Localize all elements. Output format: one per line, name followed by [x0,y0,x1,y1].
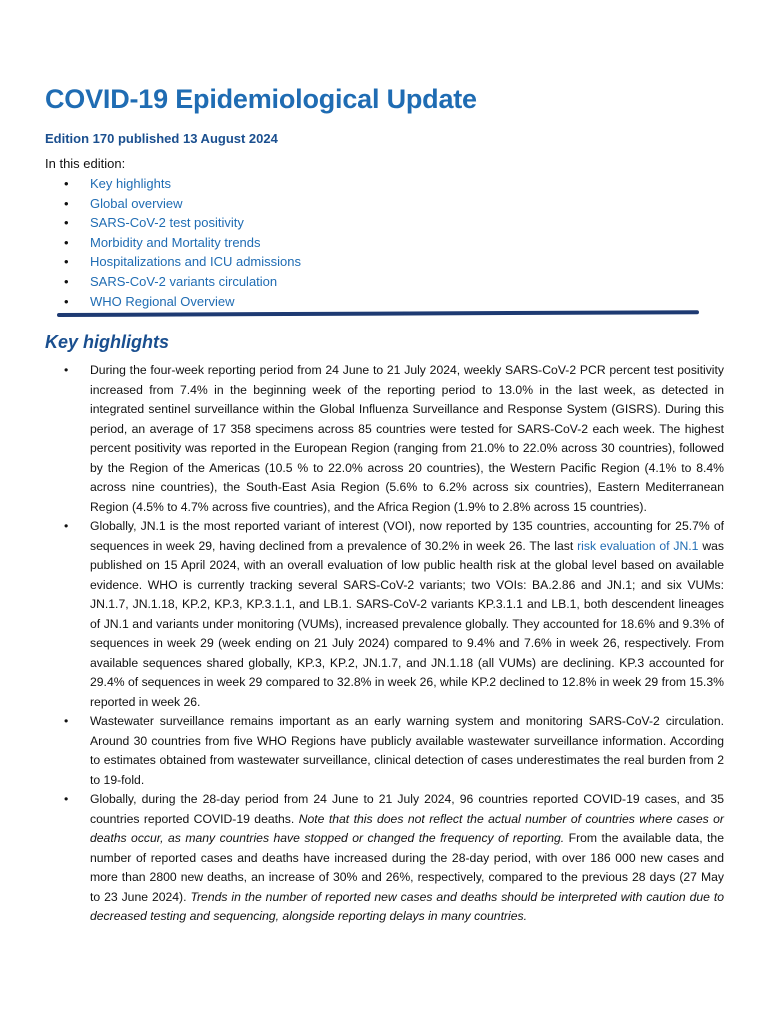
toc-link-variants-circulation[interactable]: • SARS-CoV-2 variants circulation [62,272,301,292]
toc-link-key-highlights[interactable]: • Key highlights [62,174,301,194]
toc-link-regional-overview[interactable]: • WHO Regional Overview [62,292,301,312]
highlight-cases-deaths [62,790,724,927]
highlight-text: was published on 15 April 2024, with an overall evaluation of low public health risk at the global level based on available evidence. WHO is currently tracking several SARS-CoV-2 variants; two VOIs: BA.2.86 and JN.1; and six VUMs: JN.1.7, JN.1.18, KP.2, KP.3, KP.3.1.1, and LB.1. SARS-CoV-2 variants KP.3.1.1 and LB.1, both descendent lineages of JN.1 and variants under monitoring (VUMs), increased prevalence globally. They accounted for 18.6% and 9.3% of sequences in week 29 (week ending on 21 July 2024) compared to 9.4% and 7.6% in week 26, respectively. From available sequences shared globally, KP.3, KP.2, JN.1.7, and JN.1.18 (all VUMs) are declining. KP.3 accounted for 29.4% of sequences in week 29 compared to 32.8% in week 26, while KP.2 declined to 12.8% in week 29 from 15.3% reported in week 26. [90,538,724,709]
risk-evaluation-link[interactable]: risk evaluation of JN.1 [577,538,699,553]
highlight-text: During the four-week reporting period from 24 June to 21 July 2024, weekly SARS-CoV-2 PCR percent test positivity increased from 7.4% in the beginning week of the reporting period to 13.0% in the last week, as detected in integrated sentinel surveillance within the Global Influenza Surveillance and Response System (GISRS). During this period, an average of 17 358 specimens across 85 countries were tested for SARS-CoV-2 each week. The highest percent positivity was reported in the European Region (ranging from 21.0% to 22.0% across 30 countries), followed by the Region of the Americas (10.5 % to 22.0% across 20 countries), the Western Pacific Region (4.1% to 8.4% across nine countries), the South-East Asia Region (5.6% to 6.2% across six countries), Eastern Mediterranean Region (4.5% to 4.7% across five countries), and the Africa Region (1.9% to 2.8% across 15 countries). [90,363,724,514]
highlight-text: Globally, JN.1 is the most reported variant of interest (VOI), now reported by 135 countries, accounting for 25.7% of sequences in week 29, having declined from a prevalence of 30.2% in week 26. The last [90,519,724,553]
key-highlights-heading: Key highlights [45,332,170,352]
highlight-italic-note: Note that this does not reflect the actual number of countries where cases or deaths occur, as many countries have stopped or changed the frequency of reporting. [90,811,724,845]
key-highlights-list [62,361,724,927]
toc-link-morbidity-mortality[interactable]: • Morbidity and Mortality trends [62,233,301,253]
highlight-italic-note: Trends in the number of reported new cases and deaths should be interpreted with caution due to decreased testing and sequencing, alongside reporting delays in many countries. [90,889,725,923]
document-title: COVID-19 Epidemiological Update [45,84,477,114]
toc-link-global-overview[interactable]: • Global overview [62,194,301,214]
highlight-text: Wastewater surveillance remains important as an early warning system and monitoring SARS-CoV-2 circulation. Around 30 countries from five WHO Regions have publicly available wastewater surveillance information. According to estimates obtained from wastewater surveillance, clinical detection of cases underestimates the real burden from 2 to 19-fold. [90,714,724,787]
toc-link-hospitalizations-icu[interactable]: • Hospitalizations and ICU admissions [62,252,301,272]
in-this-edition-label: In this edition: [45,156,126,171]
highlight-test-positivity [62,361,724,517]
toc-link-test-positivity[interactable]: • SARS-CoV-2 test positivity [62,213,301,233]
section-divider [57,310,699,317]
edition-line: Edition 170 published 13 August 2024 [45,131,278,146]
table-of-contents [62,174,301,311]
highlight-text: From the available data, the number of reported cases and deaths have increased during the 28-day period, with over 186 000 new cases and more than 2800 new deaths, an increase of 30% and 26%, respectively, compared to the previous 28 days (27 May to 23 June 2024). [90,831,724,904]
highlight-text: Globally, during the 28-day period from 24 June to 21 July 2024, 96 countries reported COVID-19 cases, and 35 countries reported COVID-19 deaths. [90,792,724,826]
highlight-wastewater [62,712,724,790]
highlight-variants [62,517,724,712]
